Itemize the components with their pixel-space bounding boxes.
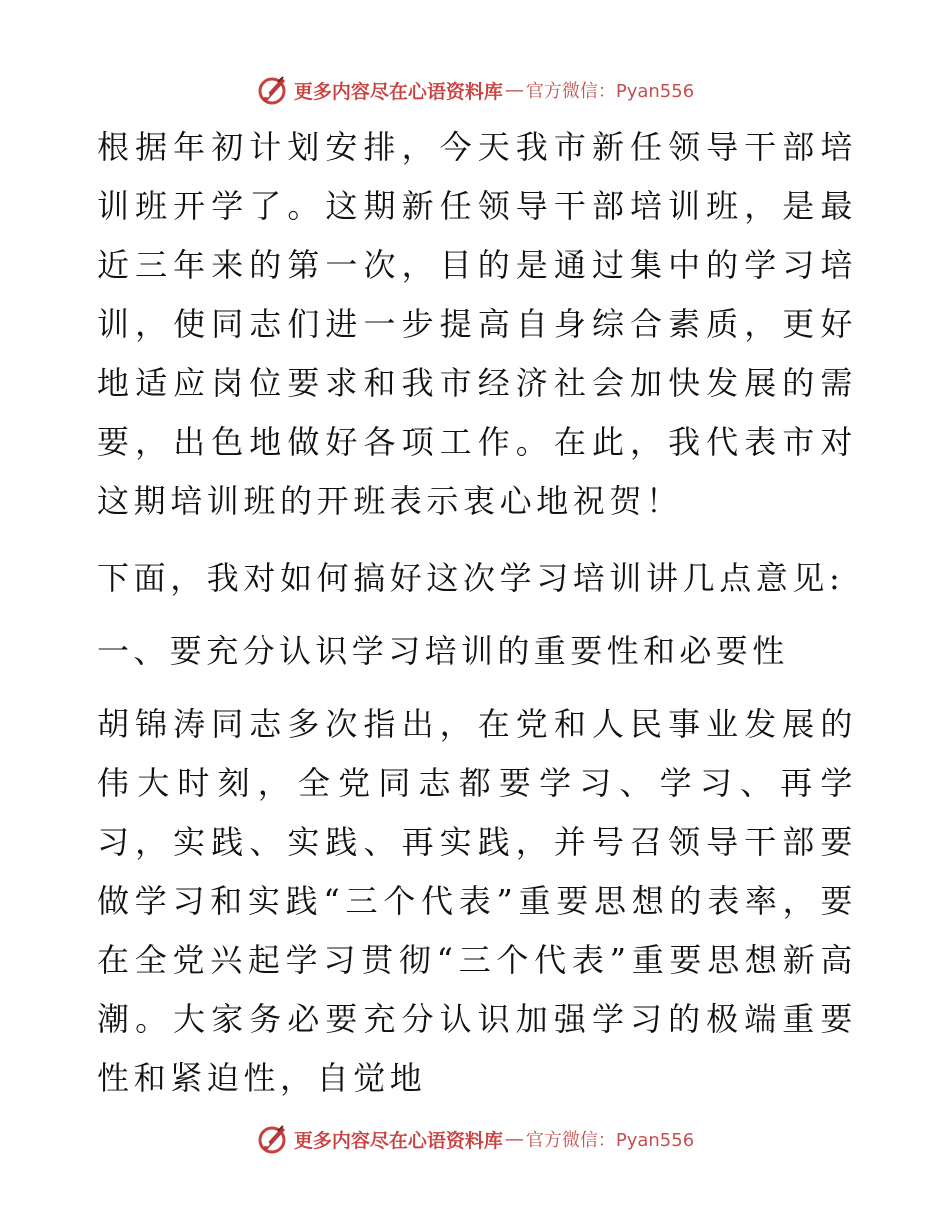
section-heading-1: 一、要充分认识学习培训的重要性和必要性 bbox=[97, 632, 789, 670]
header-banner-title: 更多内容尽在心语资料库 bbox=[293, 80, 503, 103]
quill-pen-logo-icon bbox=[256, 1122, 290, 1156]
quill-pen-logo-icon bbox=[256, 73, 290, 107]
document-body bbox=[97, 118, 857, 1108]
footer-watermark-banner bbox=[0, 1119, 950, 1159]
header-watermark-banner bbox=[0, 70, 950, 110]
header-banner-wechat: 官方微信：Pyan556 bbox=[525, 81, 695, 102]
paragraph-section-1: 胡锦涛同志多次指出，在党和人民事业发展的伟大时刻，全党同志都要学习、学习、再学习，实践、实践、再实践，并号召领导干部要做学习和实践“三个代表”重要思想的表率，要在全党兴起学习贯彻“三个代表”重要思想新高潮。大家务必要充分认识加强学习的极端重要性和紧迫性，自觉地 bbox=[97, 705, 857, 1097]
paragraph-opinions-lead: 下面，我对如何搞好这次学习培训讲几点意见: bbox=[97, 559, 845, 597]
header-banner-dash: — bbox=[504, 79, 524, 101]
footer-banner-wechat: 官方微信：Pyan556 bbox=[525, 1130, 695, 1151]
paragraph-intro: 根据年初计划安排，今天我市新任领导干部培训班开学了。这期新任领导干部培训班，是最近三年来的第一次，目的是通过集中的学习培训，使同志们进一步提高自身综合素质，更好地适应岗位要求和我市经济社会加快发展的需要，出色地做好各项工作。在此，我代表市对这期培训班的开班表示衷心地祝贺！ bbox=[97, 128, 857, 520]
footer-banner-title: 更多内容尽在心语资料库 bbox=[293, 1129, 503, 1152]
footer-banner-dash: — bbox=[504, 1128, 524, 1150]
